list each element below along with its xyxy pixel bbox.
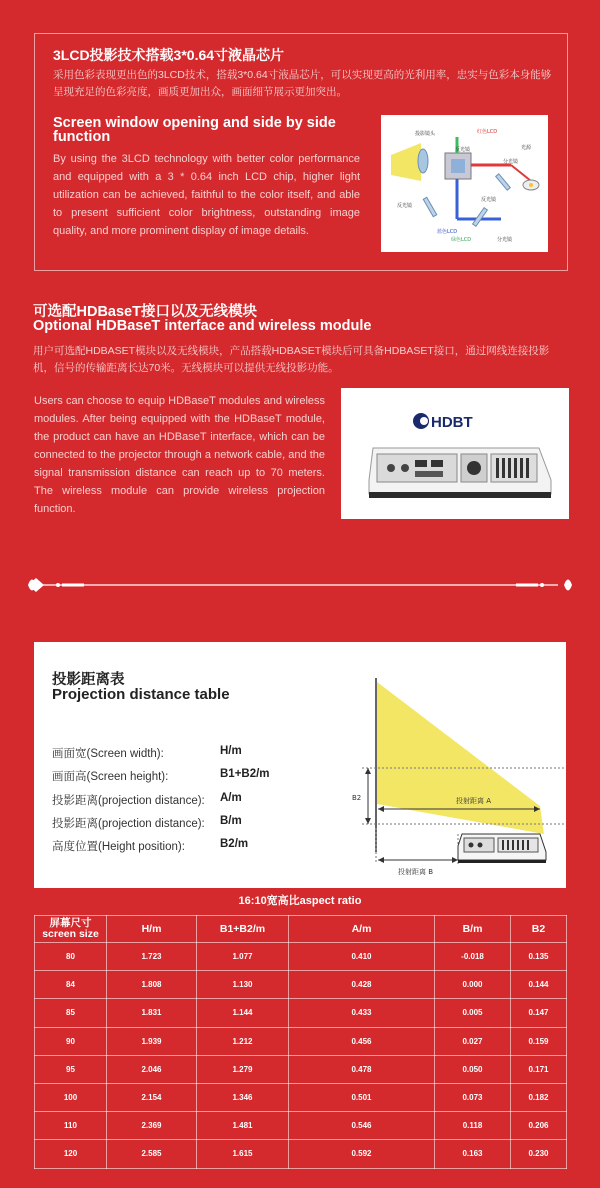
hdbaset-logo <box>413 413 473 431</box>
table-cell: 0.000 <box>435 971 511 999</box>
distance-title-cn: 投影距离表 <box>52 672 125 688</box>
table-cell: 2.154 <box>107 1083 197 1111</box>
label-lens: 投影镜头 <box>415 131 436 137</box>
table-row <box>35 1055 567 1083</box>
label-red-lcd: 红色LCD <box>477 129 498 135</box>
label-blue-lcd: 蓝色LCD <box>437 229 458 235</box>
section2-title-en: Optional HDBaseT interface and wireless module <box>33 318 372 334</box>
diagram-label-b2: B2 <box>352 794 362 802</box>
diagram-label-b: 投射距离 B <box>398 868 434 876</box>
projection-distance-diagram <box>334 664 566 888</box>
section2-body-en: Users can choose to equip HDBaseT modules and wireless modules. After being equipped with the HDBaseT module, the product can have an HDBaseT interface, which can be connected to the projector through a network cable, and the signal transmission distance can reach up to 70 meters. The wireless module can provide wireless projection function. <box>34 395 325 515</box>
hdbaset-logo-text: HDBT <box>431 414 473 431</box>
label-reflect-1: 反光镜 <box>455 147 471 153</box>
definition-value-height-position: B2/m <box>220 838 249 850</box>
table-cell: 95 <box>35 1055 107 1083</box>
header-a: A/m <box>289 916 435 943</box>
table-cell: 0.147 <box>511 999 567 1027</box>
table-cell: 2.369 <box>107 1112 197 1140</box>
table-cell: 0.027 <box>435 1027 511 1055</box>
projection-distance-card <box>34 642 566 888</box>
3lcd-optics-diagram <box>381 115 548 252</box>
table-cell: 1.723 <box>107 943 197 971</box>
header-screen-size <box>35 916 107 943</box>
section1-title-cn: 3LCD投影技术搭载3*0.64寸液晶芯片 <box>53 47 285 63</box>
section1-body-en: By using the 3LCD technology with better color performance and equipped with a 3 * 0.64 inch LCD chip, higher light utilization can be achieved, faithful to the color itself, and able to present sufficient color brightness, outstanding image quality, and more prominent display of image details. <box>53 153 360 237</box>
aspect-ratio-table <box>34 915 567 1169</box>
table-cell: 0.118 <box>435 1112 511 1140</box>
table-cell: 0.144 <box>511 971 567 999</box>
table-cell: 0.410 <box>289 943 435 971</box>
table-cell: 120 <box>35 1140 107 1168</box>
hdbaset-projector-image <box>341 388 569 519</box>
table-cell: 100 <box>35 1083 107 1111</box>
table-cell: 0.159 <box>511 1027 567 1055</box>
table-cell: 0.501 <box>289 1083 435 1111</box>
header-b1b2: B1+B2/m <box>197 916 289 943</box>
table-cell: 1.279 <box>197 1055 289 1083</box>
table-cell: -0.018 <box>435 943 511 971</box>
table-cell: 1.130 <box>197 971 289 999</box>
section1-title-en: Screen window opening and side by side function <box>53 115 336 145</box>
diagram-projector <box>458 834 546 863</box>
table-cell: 1.481 <box>197 1112 289 1140</box>
table-cell: 0.456 <box>289 1027 435 1055</box>
definition-label-height: 画面高(Screen height): <box>52 771 169 783</box>
table-cell: 0.428 <box>289 971 435 999</box>
table-cell: 1.808 <box>107 971 197 999</box>
table-cell: 0.592 <box>289 1140 435 1168</box>
table-cell: 1.615 <box>197 1140 289 1168</box>
distance-title-en: Projection distance table <box>52 686 230 703</box>
table-cell: 84 <box>35 971 107 999</box>
table-cell: 1.077 <box>197 943 289 971</box>
table-row <box>35 1083 567 1111</box>
table-cell: 2.046 <box>107 1055 197 1083</box>
table-row <box>35 1027 567 1055</box>
table-cell: 0.050 <box>435 1055 511 1083</box>
definition-label-width: 画面宽(Screen width): <box>52 748 164 760</box>
label-green-lcd: 绿色LCD <box>451 237 472 243</box>
table-cell: 1.212 <box>197 1027 289 1055</box>
table-cell: 80 <box>35 943 107 971</box>
table-header-row <box>35 916 567 943</box>
table-row <box>35 1140 567 1168</box>
section2-title-cn: 可选配HDBaseT接口以及无线模块 <box>33 304 257 320</box>
table-cell: 0.163 <box>435 1140 511 1168</box>
aspect-ratio-table-container <box>34 888 566 1169</box>
table-cell: 0.135 <box>511 943 567 971</box>
label-light-source: 光源 <box>521 145 532 151</box>
table-cell: 1.346 <box>197 1083 289 1111</box>
section2-description-cn: 用户可选配HDBASET模块以及无线模块，产品搭载HDBASET模块后可具备HDBASET接口，通过网线连接投影机，信号的传输距离长达70米。无线模块可以提供无线投影功能。 <box>33 345 550 374</box>
table-cell: 0.478 <box>289 1055 435 1083</box>
table-cell: 1.939 <box>107 1027 197 1055</box>
table-cell: 0.230 <box>511 1140 567 1168</box>
definition-label-distance-b: 投影距离(projection distance): <box>52 818 205 830</box>
definition-value-height: B1+B2/m <box>220 768 270 780</box>
label-reflect-3: 反光镜 <box>481 197 497 203</box>
definition-label-distance-a: 投影距离(projection distance): <box>52 795 205 807</box>
table-cell: 0.206 <box>511 1112 567 1140</box>
definition-value-distance-b: B/m <box>220 815 242 827</box>
table-cell: 0.546 <box>289 1112 435 1140</box>
table-cell: 0.005 <box>435 999 511 1027</box>
definition-value-distance-a: A/m <box>220 792 242 804</box>
header-b: B/m <box>435 916 511 943</box>
table-row <box>35 1112 567 1140</box>
label-splitter-1: 分光镜 <box>503 159 519 165</box>
table-caption: 16:10宽高比aspect ratio <box>238 895 362 907</box>
definition-value-width: H/m <box>220 745 242 757</box>
label-splitter-2: 分光镜 <box>497 237 513 243</box>
table-cell: 85 <box>35 999 107 1027</box>
table-cell: 90 <box>35 1027 107 1055</box>
decorative-divider <box>22 574 578 596</box>
table-cell: 0.433 <box>289 999 435 1027</box>
table-cell: 2.585 <box>107 1140 197 1168</box>
table-cell: 0.182 <box>511 1083 567 1111</box>
table-row <box>35 943 567 971</box>
header-h: H/m <box>107 916 197 943</box>
diagram-label-a: 投射距离 A <box>456 797 492 805</box>
table-cell: 0.073 <box>435 1083 511 1111</box>
label-reflect-2: 反光镜 <box>397 203 413 209</box>
table-row <box>35 999 567 1027</box>
header-b2: B2 <box>511 916 567 943</box>
table-cell: 110 <box>35 1112 107 1140</box>
table-row <box>35 971 567 999</box>
table-cell: 1.831 <box>107 999 197 1027</box>
table-cell: 0.171 <box>511 1055 567 1083</box>
table-cell: 1.144 <box>197 999 289 1027</box>
header-screen-size-en: screen size <box>42 928 99 940</box>
header-screen-size-cn: 屏幕尺寸 <box>49 917 92 929</box>
definition-label-height-position: 高度位置(Height position): <box>52 841 185 853</box>
section1-description-cn: 采用色彩表现更出色的3LCD技术，搭载3*0.64寸液晶芯片，可以实现更高的光利用率，忠实与色彩本身能够呈现充足的色彩亮度，画质更加出众，画面细节展示更加突出。 <box>53 69 552 98</box>
